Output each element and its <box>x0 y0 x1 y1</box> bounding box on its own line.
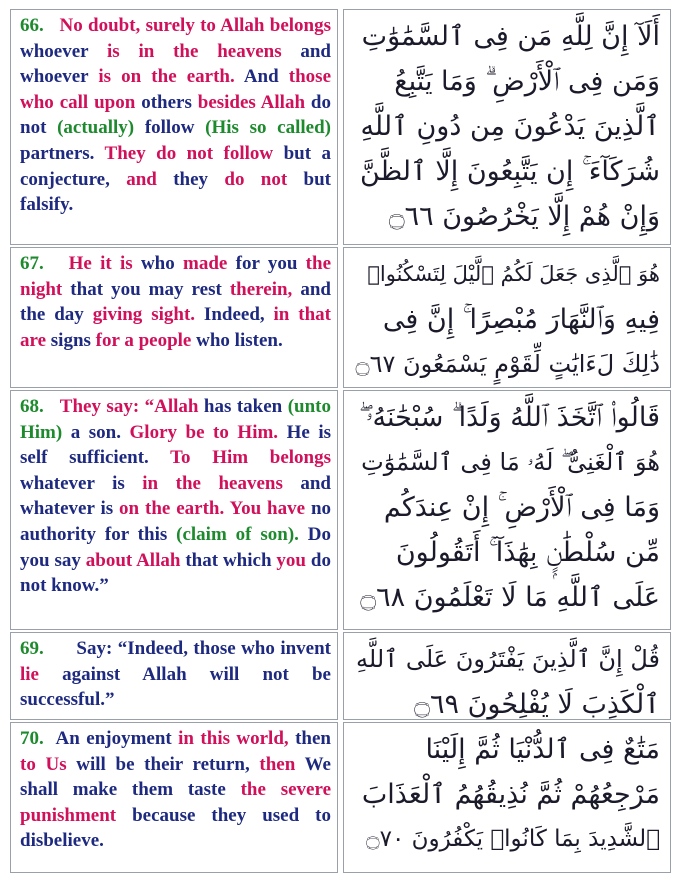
english-segment: and the day <box>20 278 331 326</box>
verse-69-number: 69. <box>20 638 44 659</box>
verse-68-english-text <box>20 394 331 599</box>
english-segment: do not know.” <box>20 549 331 597</box>
english-segment: And <box>243 66 289 88</box>
english-segment: to Us <box>20 753 77 775</box>
verse-69-english-text <box>20 636 331 713</box>
english-segment: they <box>173 168 225 190</box>
verse-67-arabic <box>343 247 671 388</box>
arabic-line: ٱلْكَذِبَ لَا يُفْلِحُونَ ۝٦٩ <box>414 689 660 720</box>
english-segment: for a people <box>95 329 197 351</box>
english-segment: lie <box>20 663 63 685</box>
verse-68-number: 68. <box>20 396 44 417</box>
verse-70-english-text <box>20 726 331 854</box>
arabic-line: هُوَ ٱلْغَنِىُّ ۖ لَهُۥ مَا فِى ٱلسَّمَٰوَٰتِ <box>361 448 660 476</box>
english-segment: and whatever is <box>20 472 331 520</box>
english-segment: He is self sufficient. <box>20 421 331 469</box>
english-segment: others <box>141 91 198 113</box>
verse-67-english <box>10 247 338 388</box>
english-segment: a son. <box>70 421 130 443</box>
arabic-line: هُوَ ٱلَّذِى جَعَلَ لَكُمُ ٱلَّيْلَ لِتَسْكُنُوا۟ <box>367 262 660 286</box>
arabic-line: قَالُوا۟ ٱتَّخَذَ ٱللَّهُ وَلَدًا ۗ سُبْحَٰنَهُۥ ۖ <box>359 402 660 433</box>
verse-68-english <box>10 390 338 630</box>
arabic-line: عَلَى ٱللَّهِ مَا لَا تَعْلَمُونَ ۝٦٨ <box>360 582 660 613</box>
english-segment: signs <box>50 329 96 351</box>
english-segment: No doubt, surely <box>59 15 201 36</box>
english-segment: do not <box>224 168 304 190</box>
english-segment: in that are <box>20 304 331 351</box>
verse-69-arabic <box>343 632 671 720</box>
english-segment: to Allah belongs <box>200 15 332 36</box>
verse-69-english <box>10 632 338 720</box>
english-segment: (claim of son). <box>176 523 308 545</box>
english-segment: made <box>183 253 236 274</box>
english-segment: Indeed, <box>203 304 274 326</box>
verse-70-arabic <box>343 722 671 873</box>
verse-67-number: 67. <box>20 253 44 274</box>
english-segment: that you may rest <box>70 278 230 300</box>
english-segment: and whoever <box>20 40 331 88</box>
verse-translation-page <box>10 9 671 873</box>
arabic-line: مِّن سُلْطَٰنٍۭ بِهَٰذَآ ۚ أَتَقُولُونَ <box>395 537 660 568</box>
english-segment: Do you say <box>20 523 332 571</box>
verse-66-number: 66. <box>20 15 44 36</box>
verse-66-arabic <box>343 9 671 245</box>
verse-66-english-text <box>20 13 331 218</box>
english-segment: He it is <box>68 253 141 274</box>
verse-70-number: 70. <box>20 728 44 749</box>
english-segment: and <box>126 168 174 190</box>
arabic-line: فِيهِ وَٱلنَّهَارَ مُبْصِرًا ۚ إِنَّ فِى <box>382 304 660 335</box>
arabic-line: وَمَا فِى ٱلْأَرْضِ ۚ إِنْ عِندَكُم <box>383 492 660 523</box>
english-segment: They do not follow <box>104 142 284 164</box>
arabic-line: مَرْجِعُهُمْ ثُمَّ نُذِيقُهُمُ ٱلْعَذَابَ <box>361 779 660 810</box>
english-segment: in the heavens <box>142 472 301 494</box>
english-segment: the night <box>20 253 331 300</box>
arabic-line: أَلَآ إِنَّ لِلَّهِ مَن فِى ٱلسَّمَٰوَٰتِ <box>361 21 660 52</box>
english-segment: therein, <box>229 278 301 300</box>
english-segment: no authority for this <box>20 498 332 545</box>
arabic-line: شُرَكَآءَ ۚ إِن يَتَّبِعُونَ إِلَّا ٱلظَّنَّ <box>360 156 660 187</box>
verse-66 <box>10 9 671 245</box>
english-segment: do not <box>20 91 331 139</box>
english-segment: They say: “Allah <box>59 396 204 417</box>
english-segment: against Allah will not be successful.” <box>20 663 331 711</box>
english-segment: follow <box>144 117 206 139</box>
english-segment: Glory be to Him. <box>129 421 287 443</box>
english-segment: those who call upon <box>20 66 332 113</box>
verse-66-english <box>10 9 338 245</box>
english-segment: on the earth. <box>119 498 230 520</box>
english-segment: is in the heavens <box>107 40 301 62</box>
english-segment: partners. <box>20 142 105 164</box>
english-segment: besides Allah <box>197 91 311 113</box>
verse-68 <box>10 390 671 630</box>
english-segment: then <box>295 728 331 749</box>
english-segment: for you <box>235 253 306 274</box>
english-segment: but falsify. <box>20 168 331 216</box>
arabic-line: وَإِنْ هُمْ إِلَّا يَخْرُصُونَ ۝٦٦ <box>388 201 660 232</box>
english-segment: whoever <box>20 40 108 62</box>
arabic-line: ٱلَّذِينَ يَدْعُونَ مِن دُونِ ٱللَّهِ <box>360 111 660 142</box>
english-segment: will be their return, <box>76 753 260 775</box>
english-segment: who <box>140 253 184 274</box>
verse-68-arabic <box>343 390 671 630</box>
english-segment: (actually) <box>57 117 145 139</box>
english-segment: An enjoyment <box>55 728 179 749</box>
english-segment: then <box>259 753 305 775</box>
english-segment: has taken <box>203 396 288 417</box>
verse-70 <box>10 722 671 873</box>
english-segment: you <box>276 549 311 571</box>
verse-70-english <box>10 722 338 873</box>
english-segment: because they used to disbelieve. <box>20 804 331 852</box>
verse-67-english-text <box>20 251 331 353</box>
english-segment: To Him belongs <box>170 447 331 469</box>
english-segment: (unto Him) <box>20 396 331 443</box>
english-segment: whatever is <box>20 472 143 494</box>
english-segment: Say: “Indeed, <box>76 638 194 659</box>
arabic-line: مَتَٰعٌ فِى ٱلدُّنْيَا ثُمَّ إِلَيْنَا <box>425 734 660 765</box>
english-segment: about Allah <box>85 549 186 571</box>
arabic-line: قُلْ إِنَّ ٱلَّذِينَ يَفْتَرُونَ عَلَى ٱللَّهِ <box>356 645 660 673</box>
verse-67 <box>10 247 671 388</box>
english-segment: in this world, <box>178 728 296 749</box>
english-segment: who listen. <box>196 329 283 351</box>
english-segment: the severe punishment <box>20 779 331 826</box>
english-segment: those who invent <box>193 638 331 659</box>
arabic-line: ذَٰلِكَ لَءَايَٰتٍ لِّقَوْمٍ يَسْمَعُونَ ۝٦٧ <box>355 350 660 378</box>
english-segment: giving sight. <box>92 304 204 326</box>
english-segment: is on the earth. <box>98 66 244 88</box>
english-segment: (His so called) <box>205 117 331 139</box>
arabic-line: ٱلشَّدِيدَ بِمَا كَانُوا۟ يَكْفُرُونَ ۝٧٠ <box>366 826 660 852</box>
english-segment: that which <box>185 549 277 571</box>
english-segment: but a conjecture, <box>20 142 331 190</box>
english-segment: We shall make them taste <box>20 753 331 801</box>
english-segment: You have <box>229 498 311 520</box>
verse-69 <box>10 632 671 720</box>
arabic-line: وَمَن فِى ٱلْأَرْضِ ۗ وَمَا يَتَّبِعُ <box>394 66 660 97</box>
